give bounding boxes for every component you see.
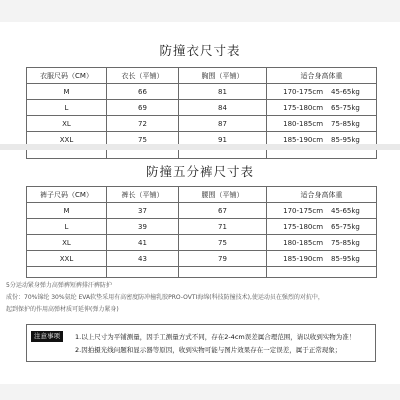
table-row	[27, 203, 377, 219]
fit-cell	[267, 116, 377, 132]
notice-line: 2.因拍摄光线问题和显示器等原因，收到实物可能与图片效果存在一定误差，属于正常现象；	[75, 346, 342, 354]
column-header: 适合身高体重	[267, 68, 377, 84]
size-cell: L	[27, 219, 107, 235]
table-row	[27, 84, 377, 100]
weight-range: 85-95kg	[331, 254, 360, 263]
height-range: 175-180cm	[283, 103, 324, 112]
size-cell: XXL	[27, 251, 107, 267]
fit-cell	[267, 219, 377, 235]
product-note-line: 成份：70%锦纶 30%氨纶 EVA软垫采用有高密度防冲撞乳胶PRO-OVTI海绵(科技防撞技术),使运动员在强烈的对抗中，	[6, 294, 324, 301]
length-cell: 72	[107, 116, 179, 132]
notice-tag: 注意事项	[31, 331, 63, 342]
table-row	[27, 219, 377, 235]
size-cell: XL	[27, 235, 107, 251]
fit-cell	[267, 100, 377, 116]
table-row	[27, 116, 377, 132]
column-header: 胸围（平铺）	[179, 68, 267, 84]
fit-cell	[267, 84, 377, 100]
waist-cell: 67	[179, 203, 267, 219]
bottom-background-band	[0, 384, 400, 400]
chest-cell: 84	[179, 100, 267, 116]
length-cell: 69	[107, 100, 179, 116]
weight-range: 45-65kg	[331, 87, 360, 96]
size-cell: M	[27, 84, 107, 100]
shorts-size-table	[26, 186, 377, 278]
section-divider	[0, 144, 400, 150]
length-cell: 39	[107, 219, 179, 235]
height-range: 175-180cm	[283, 222, 324, 231]
fit-cell	[267, 251, 377, 267]
length-cell: 66	[107, 84, 179, 100]
column-header: 裤子尺码（CM）	[27, 187, 107, 203]
table-row	[27, 100, 377, 116]
empty-table-row	[27, 267, 377, 278]
fit-cell	[267, 203, 377, 219]
height-range: 185-190cm	[283, 135, 324, 144]
waist-cell: 71	[179, 219, 267, 235]
table-header-row	[27, 187, 377, 203]
size-cell: L	[27, 100, 107, 116]
chest-cell: 91	[179, 132, 267, 148]
table-row	[27, 251, 377, 267]
notice-line: 1.以上尺寸为平铺测量，因手工测量方式不同，存在2-4cm误差属合理范围，请以收到实物为准！	[75, 333, 356, 341]
shirt-size-chart-title: 防撞衣尺寸表	[159, 43, 241, 58]
height-range: 180-185cm	[283, 119, 324, 128]
shorts-size-chart-title: 防撞五分裤尺寸表	[145, 164, 254, 179]
height-range: 185-190cm	[283, 254, 324, 263]
product-note-line: 5分运动紧身弹力高弹裤短裤排汗裤防护	[6, 282, 112, 289]
chest-cell: 81	[179, 84, 267, 100]
height-range: 170-175cm	[283, 206, 324, 215]
column-header: 腰围（平铺）	[179, 187, 267, 203]
waist-cell: 75	[179, 235, 267, 251]
height-range: 180-185cm	[283, 238, 324, 247]
waist-cell: 79	[179, 251, 267, 267]
length-cell: 43	[107, 251, 179, 267]
size-cell: XL	[27, 116, 107, 132]
length-cell: 41	[107, 235, 179, 251]
weight-range: 75-85kg	[331, 238, 360, 247]
notice-box	[26, 324, 376, 362]
length-cell: 75	[107, 132, 179, 148]
fit-cell	[267, 235, 377, 251]
top-background-band	[0, 0, 400, 22]
weight-range: 85-95kg	[331, 135, 360, 144]
height-range: 170-175cm	[283, 87, 324, 96]
column-header: 衣长（平铺）	[107, 68, 179, 84]
size-cell: M	[27, 203, 107, 219]
table-header-row	[27, 68, 377, 84]
weight-range: 75-85kg	[331, 119, 360, 128]
product-notes	[6, 280, 396, 316]
size-cell: XXL	[27, 132, 107, 148]
column-header: 裤长（平铺）	[107, 187, 179, 203]
chest-cell: 87	[179, 116, 267, 132]
weight-range: 45-65kg	[331, 206, 360, 215]
length-cell: 37	[107, 203, 179, 219]
table-row	[27, 235, 377, 251]
product-note-line: 起到保护的作用高弹材质可延伸(弹力紧身)	[6, 306, 119, 313]
weight-range: 65-75kg	[331, 103, 360, 112]
column-header: 适合身高体重	[267, 187, 377, 203]
weight-range: 65-75kg	[331, 222, 360, 231]
column-header: 衣服尺码（CM）	[27, 68, 107, 84]
